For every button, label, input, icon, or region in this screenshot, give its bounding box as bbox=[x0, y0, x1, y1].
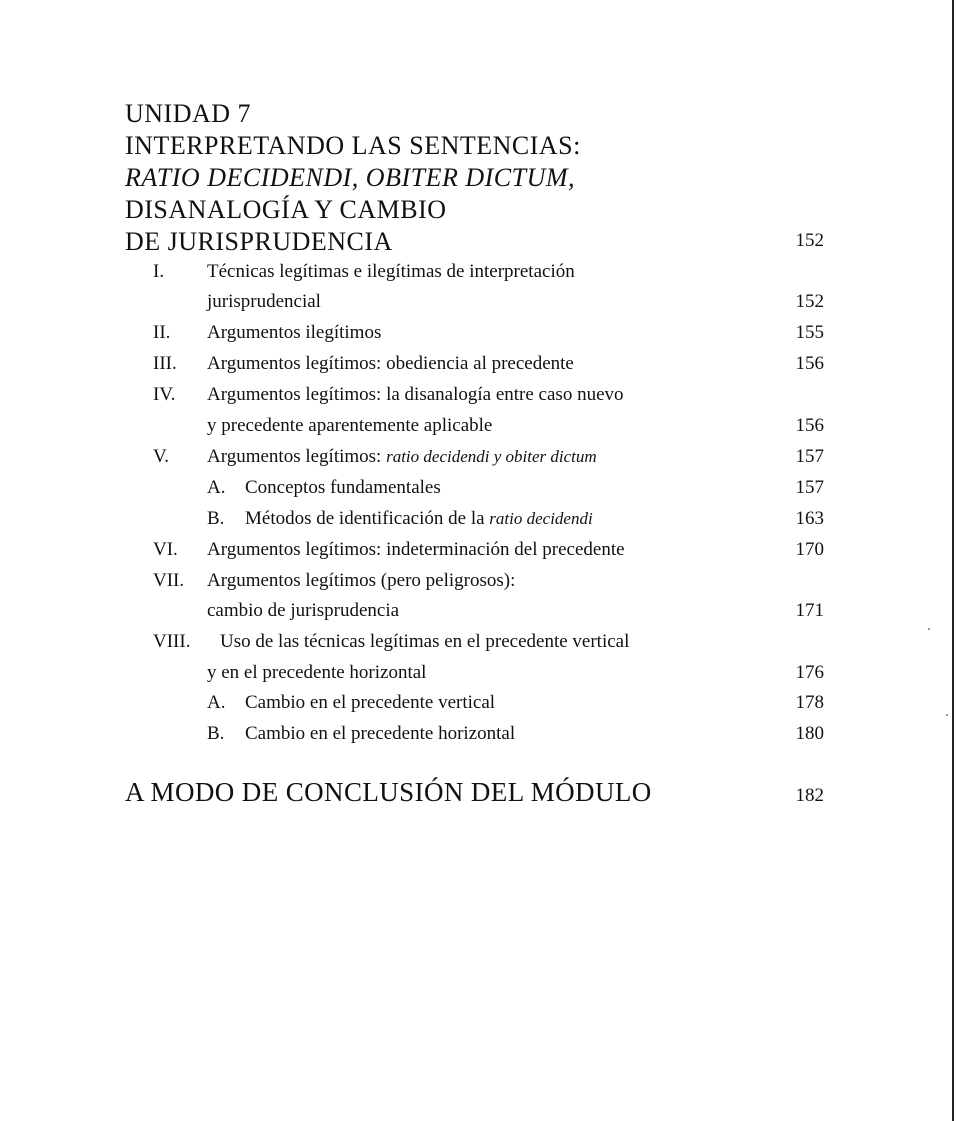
entry-number: V. bbox=[153, 446, 170, 467]
entry-text: cambio de jurisprudencia bbox=[207, 600, 400, 621]
subentry-page-number: 180 bbox=[795, 723, 824, 744]
subentry-page-number: 178 bbox=[795, 692, 824, 713]
entry-number: VI. bbox=[153, 539, 178, 560]
entry-text: Técnicas legítimas e ilegítimas de interpretación bbox=[207, 261, 575, 282]
entry-text: Argumentos ilegítimos bbox=[207, 322, 382, 343]
subentry-text-plain: Métodos de identificación de la bbox=[245, 508, 490, 529]
subentry-letter: B. bbox=[207, 508, 225, 529]
unit-heading-line-5: DE JURISPRUDENCIA bbox=[125, 227, 393, 256]
entry-text: Argumentos legítimos: la disanalogía entre caso nuevo bbox=[207, 384, 624, 405]
entry-page-number: 155 bbox=[795, 322, 824, 343]
unit-page-number: 152 bbox=[795, 230, 824, 251]
unit-heading-line-1: UNIDAD 7 bbox=[125, 99, 252, 128]
entry-text-italic: ratio decidendi y obiter dictum bbox=[386, 447, 597, 466]
subentry-text bbox=[245, 506, 593, 532]
conclusion-heading: A MODO DE CONCLUSIÓN DEL MÓDULO bbox=[125, 777, 652, 807]
subentry-text-italic: ratio decidendi bbox=[489, 509, 593, 528]
unit-heading-line-2: INTERPRETANDO LAS SENTENCIAS: bbox=[125, 131, 581, 160]
entry-page-number: 156 bbox=[795, 353, 824, 374]
entry-text: Argumentos legítimos (pero peligrosos): bbox=[207, 570, 516, 591]
subentry-text: Cambio en el precedente horizontal bbox=[245, 723, 516, 744]
subentry-letter: B. bbox=[207, 723, 225, 744]
entry-text: y precedente aparentemente aplicable bbox=[207, 415, 493, 436]
unit-heading-line-3: RATIO DECIDENDI, OBITER DICTUM, bbox=[125, 163, 575, 192]
entry-page-number: 176 bbox=[795, 662, 824, 683]
entry-number: VII. bbox=[153, 570, 185, 591]
unit-heading-line-4: DISANALOGÍA Y CAMBIO bbox=[125, 195, 447, 224]
entry-text: Argumentos legítimos: obediencia al precedente bbox=[207, 353, 574, 374]
entry-number: II. bbox=[153, 322, 171, 343]
entry-text: Argumentos legítimos: indeterminación del precedente bbox=[207, 539, 625, 560]
subentry-page-number: 157 bbox=[795, 477, 824, 498]
entry-text-plain: Argumentos legítimos: bbox=[207, 446, 387, 467]
subentry-text: Conceptos fundamentales bbox=[245, 477, 441, 498]
entry-number: VIII. bbox=[153, 631, 191, 652]
conclusion-page-number: 182 bbox=[795, 785, 824, 806]
entry-number: I. bbox=[153, 261, 165, 282]
entry-page-number: 157 bbox=[795, 446, 824, 467]
subentry-text: Cambio en el precedente vertical bbox=[245, 692, 496, 713]
entry-page-number: 171 bbox=[795, 600, 824, 621]
subentry-letter: A. bbox=[207, 477, 226, 498]
subentry-page-number: 163 bbox=[795, 508, 824, 529]
subentry-letter: A. bbox=[207, 692, 226, 713]
entry-text bbox=[207, 444, 597, 470]
entry-text: Uso de las técnicas legítimas en el precedente vertical bbox=[220, 631, 630, 652]
entry-number: IV. bbox=[153, 384, 176, 405]
entry-page-number: 156 bbox=[795, 415, 824, 436]
entry-page-number: 152 bbox=[795, 291, 824, 312]
entry-text: jurisprudencial bbox=[207, 291, 321, 312]
entry-page-number: 170 bbox=[795, 539, 824, 560]
entry-number: III. bbox=[153, 353, 177, 374]
entry-text: y en el precedente horizontal bbox=[207, 662, 427, 683]
